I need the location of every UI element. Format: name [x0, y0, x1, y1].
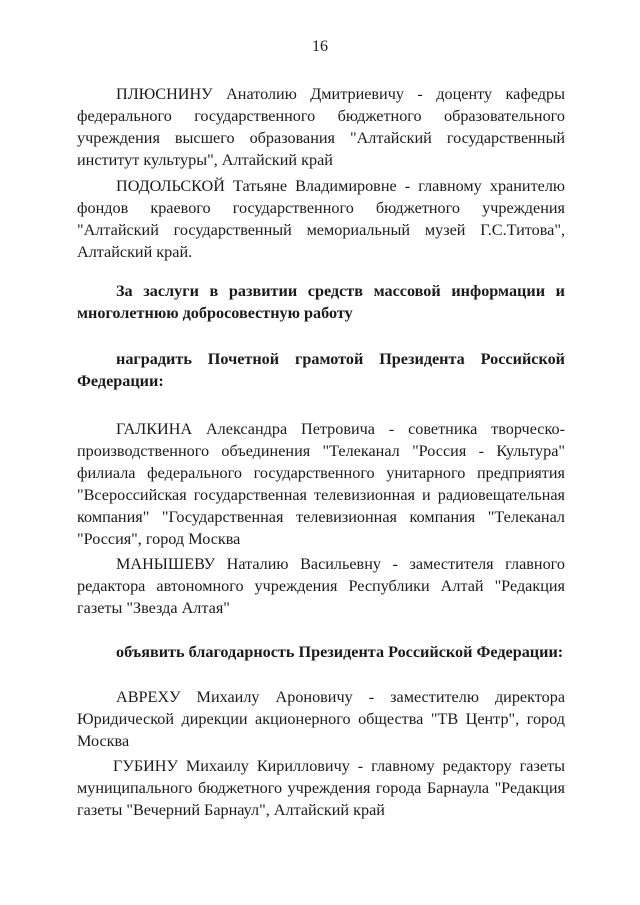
- recipient-paragraph-plyusnin: ПЛЮСНИНУ Анатолию Дмитриевичу - доценту кафедры федерального государственного бюджетного образовательного учреждения высшего образования "Алтайский государственный институт культуры", Алтайский край: [77, 85, 565, 170]
- recipient-paragraph-avrekh: АВРЕХУ Михаилу Ароновичу - заместителю директора Юридической дирекции акционерного общества "ТВ Центр", город Москва: [77, 688, 565, 751]
- award-gratitude-heading: объявить благодарность Президента Российской Федерации:: [116, 643, 564, 662]
- merit-heading: За заслуги в развитии средств массовой информации и многолетнюю добросовестную работу: [77, 282, 565, 323]
- recipient-paragraph-gubin: ГУБИНУ Михаилу Кирилловичу - главному редактору газеты муниципального бюджетного учреждения города Барнаула "Редакция газеты "Вечерний Барнаул", Алтайский край: [77, 757, 565, 820]
- recipient-paragraph-podolskaya: ПОДОЛЬСКОЙ Татьяне Владимировне - главному хранителю фондов краевого государственного бюджетного учреждения "Алтайский государственный мемориальный музей Г.С.Титова", Алтайский край.: [77, 177, 565, 262]
- recipient-paragraph-galkin: ГАЛКИНА Александра Петровича - советника творческо-производственного объединения "Телеканал "Россия - Культура" филиала федерального государственного унитарного предприятия "Всероссийская государственная телевизионная и радиовещательная компания" "Государственная телевизионная компания "Телеканал "Россия", город Москва: [77, 420, 565, 549]
- page-number: 16: [312, 38, 328, 55]
- award-gramota-heading: наградить Почетной грамотой Президента Российской Федерации:: [77, 350, 565, 391]
- recipient-paragraph-manysheva: МАНЫШЕВУ Наталию Васильевну - заместителя главного редактора автономного учреждения Республики Алтай "Редакция газеты "Звезда Алтая": [77, 555, 565, 618]
